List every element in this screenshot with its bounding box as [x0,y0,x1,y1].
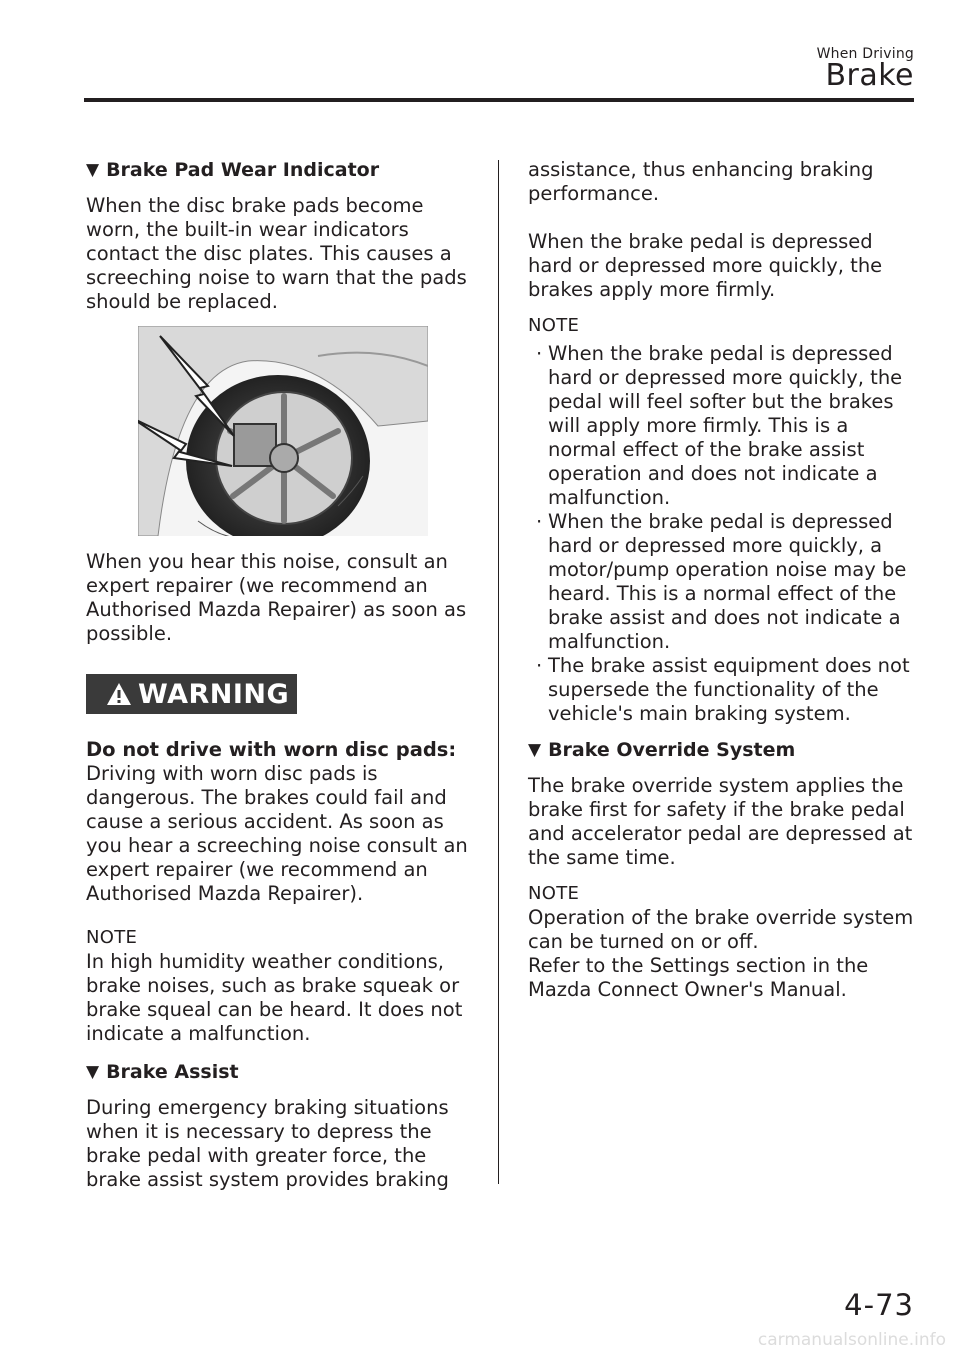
note-label: NOTE [528,883,580,904]
heading-text: Brake Assist [106,1061,239,1083]
bullet-icon: · [536,654,543,677]
running-header-title: Brake [825,58,914,93]
pad-wear-paragraph: When the disc brake pads become worn, the built-in wear indicators contact the disc plates. This causes a screeching noise to warn that the pads should be replaced. [86,194,467,313]
warning-text: Driving with worn disc pads is dangerous. The brakes could fail and cause a serious accident. As soon as you hear a screeching noise consult an expert repairer (we recommend an Authorised Mazda Repairer). [86,762,468,905]
list-item-text: When the brake pedal is depressed hard or depressed more quickly, the pedal will feel softer but the brakes will apply more firmly. This is a normal effect of the brake assist operation and does not indicate a malfunction. [548,342,903,509]
column-divider [498,160,499,1184]
right-column [528,158,920,1002]
brake-assist-continued: assistance, thus enhancing braking performance. [528,158,874,205]
note-text-2: Refer to the Settings section in the Mazda Connect Owner's Manual. [528,954,869,1001]
triangle-down-icon: ▼ [86,1062,100,1082]
left-column [86,158,478,1192]
section-heading-pad-wear [86,158,478,182]
brake-assist-paragraph-2: When the brake pedal is depressed hard or depressed more quickly, the brakes apply more firmly. [528,230,883,301]
heading-text: Brake Override System [548,739,796,761]
note-label: NOTE [86,927,138,948]
running-header-section: When Driving [816,46,914,62]
list-item-text: The brake assist equipment does not supersede the functionality of the vehicle's main braking system. [548,654,910,725]
brake-assist-paragraph: During emergency braking situations when it is necessary to depress the brake pedal with greater force, the brake assist system provides braking [86,1096,449,1191]
warning-triangle-icon [106,682,132,706]
list-item [528,510,920,654]
warning-badge [86,674,297,714]
bullet-icon: · [536,342,543,365]
site-watermark: carmanualsonline.info [757,1330,946,1350]
note-label: NOTE [528,315,580,336]
section-heading-override [528,738,920,762]
note-text: In high humidity weather conditions, brake noises, such as brake squeak or brake squeal can be heard. It does not indicate a malfunction. [86,950,463,1045]
note-list [528,342,920,726]
override-paragraph: The brake override system applies the brake first for safety if the brake pedal and accelerator pedal are depressed at the same time. [528,774,913,869]
note-text-1: Operation of the brake override system can be turned on or off. [528,906,914,953]
triangle-down-icon: ▼ [86,160,100,180]
pad-wear-after-paragraph: When you hear this noise, consult an expert repairer (we recommend an Authorised Mazda Repairer) as soon as possible. [86,550,467,645]
bullet-icon: · [536,510,543,533]
brake-wheel-illustration [138,326,428,536]
list-item [528,342,920,510]
list-item-text: When the brake pedal is depressed hard or depressed more quickly, a motor/pump operation noise may be heard. This is a normal effect of the brake assist and does not indicate a malfunction. [548,510,907,653]
header-rule [84,98,914,102]
warning-label: WARNING [138,678,290,710]
triangle-down-icon: ▼ [528,740,542,760]
list-item [528,654,920,726]
warning-title: Do not drive with worn disc pads: [86,738,457,761]
section-heading-brake-assist [86,1060,478,1084]
page-number: 4-73 [844,1288,914,1322]
heading-text: Brake Pad Wear Indicator [106,159,380,181]
